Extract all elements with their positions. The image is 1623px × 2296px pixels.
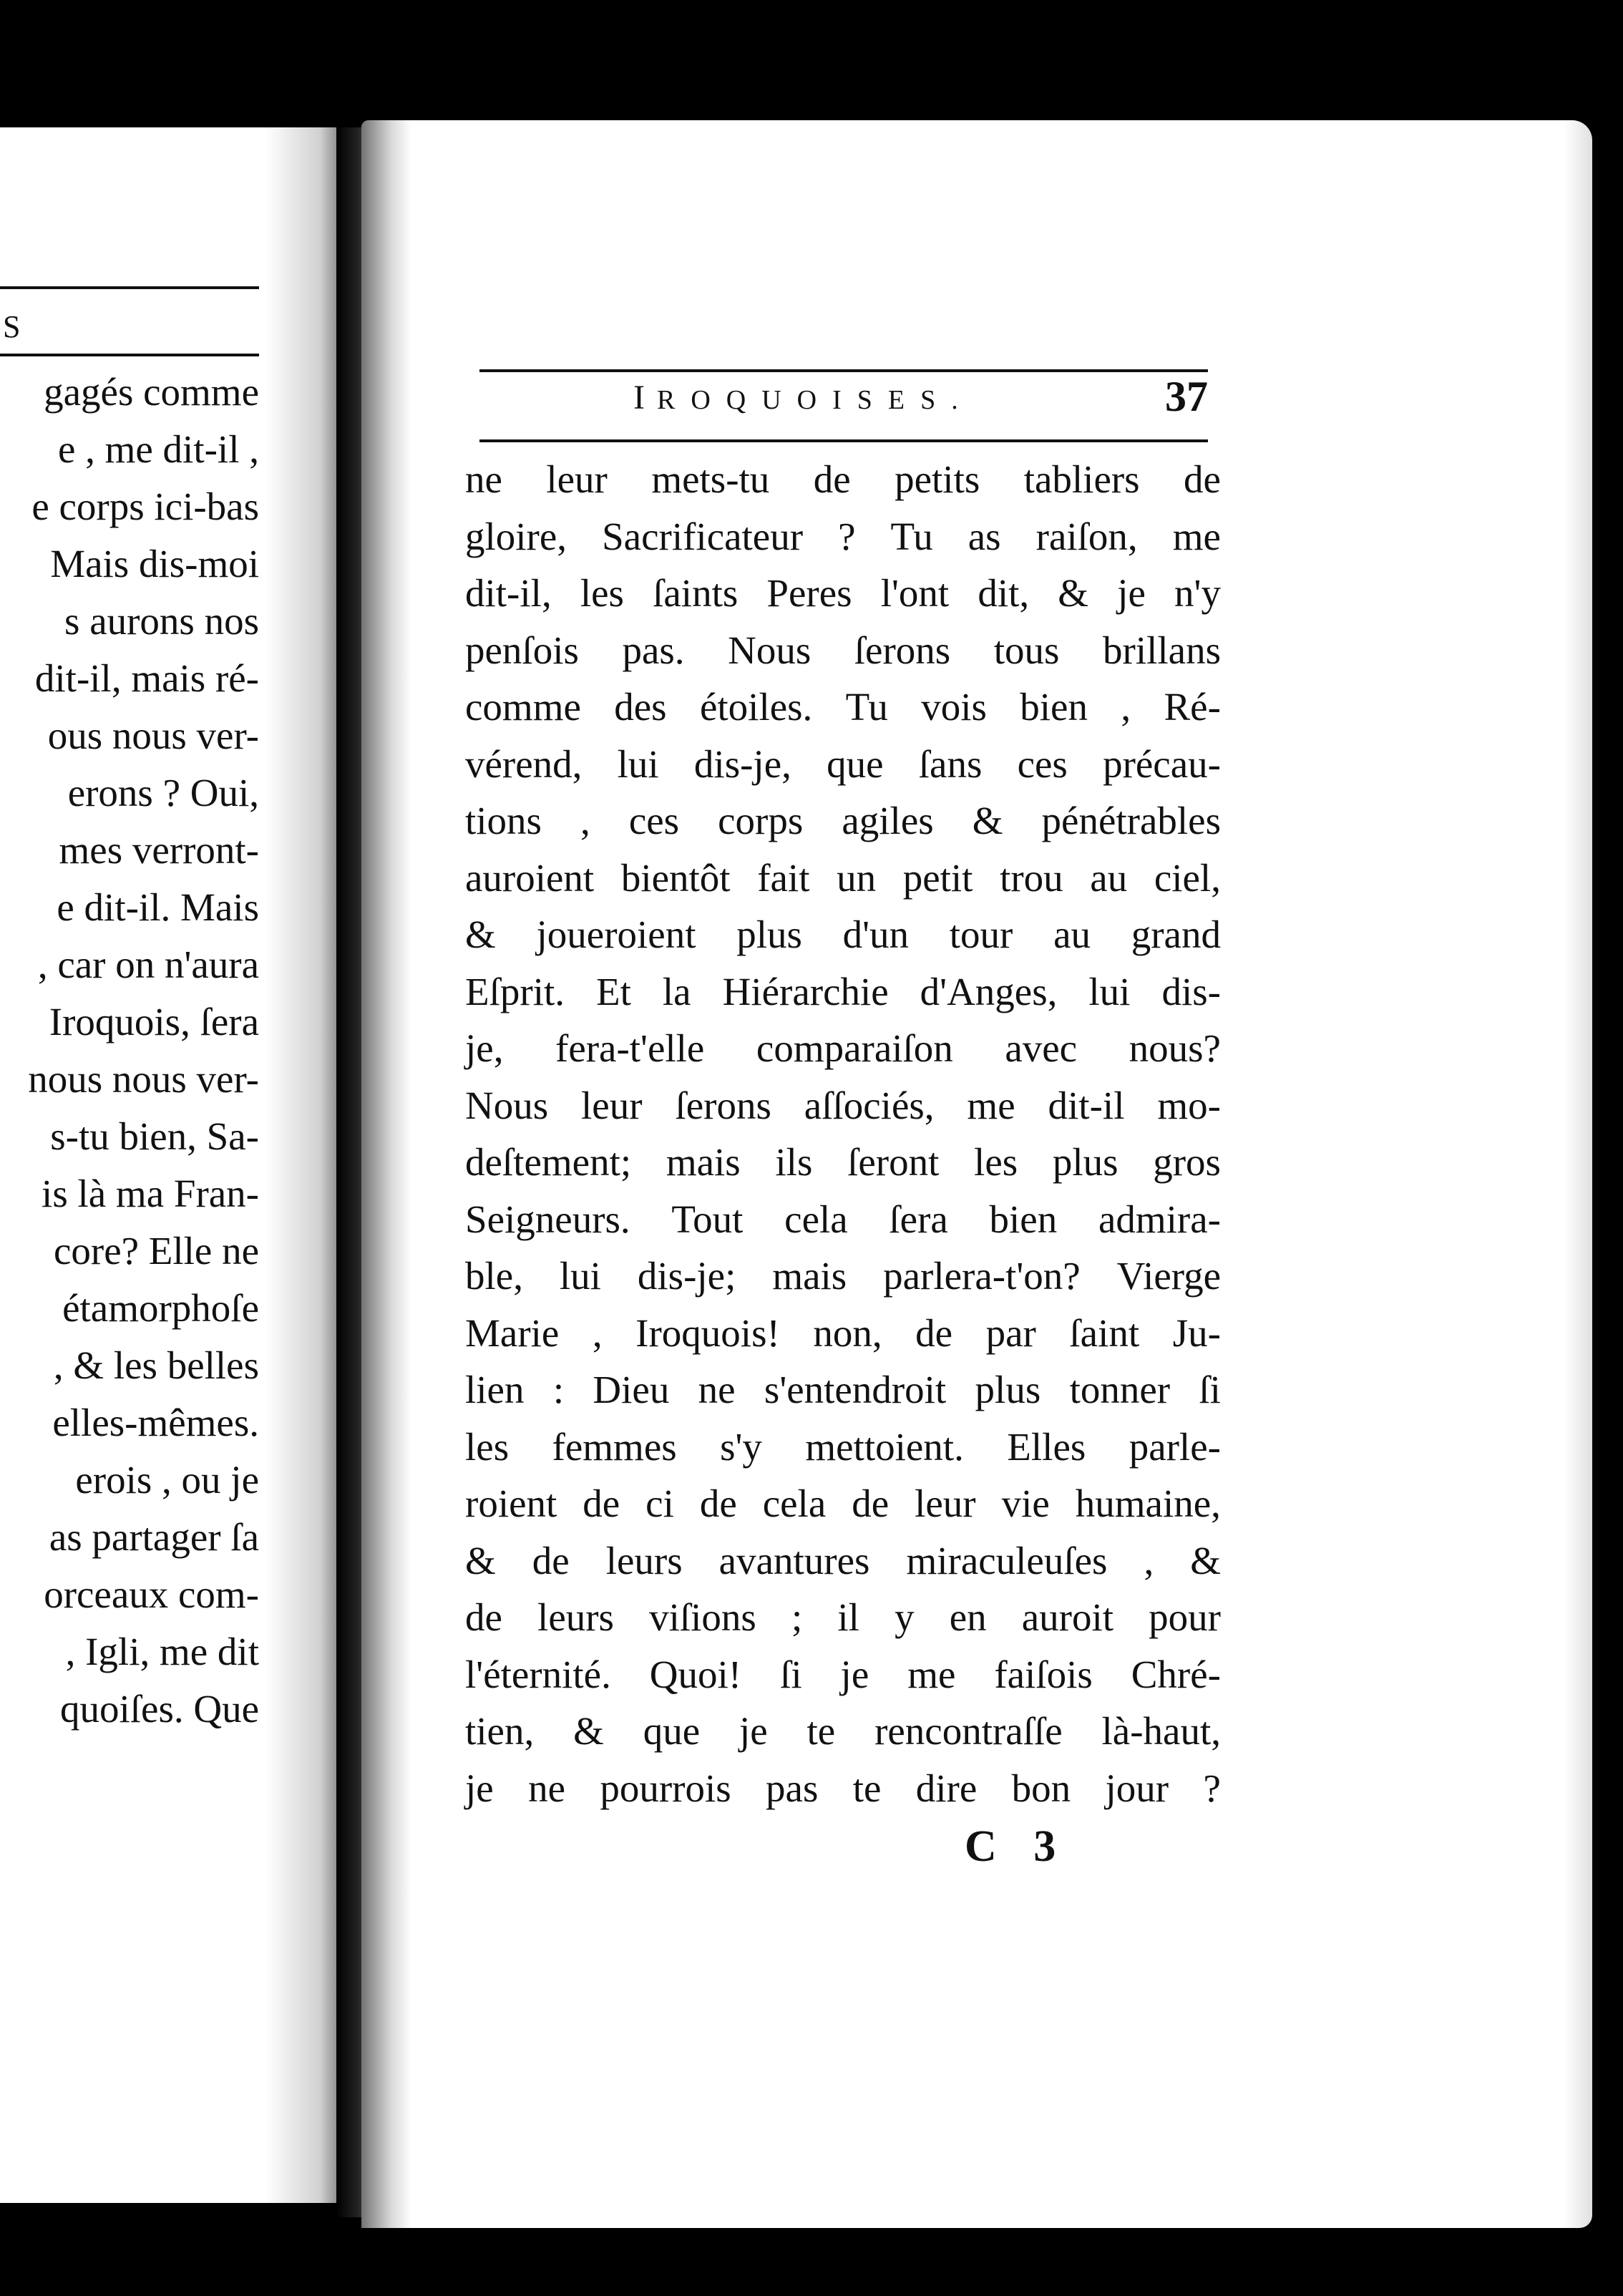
left-text-line: is là ma Fran-: [42, 1172, 259, 1215]
left-text-line: ous nous ver-: [47, 714, 259, 757]
left-text-line: nous nous ver-: [28, 1057, 259, 1101]
text-line: ne leur mets-tu de petits tabliers de: [465, 457, 1221, 501]
text-line: dit-il, les ſaints Peres l'ont dit, & je n'y: [465, 571, 1221, 615]
left-text-line: e dit-il. Mais: [57, 885, 259, 929]
left-text-line: dit-il, mais ré-: [34, 656, 259, 700]
running-title: [633, 378, 974, 417]
header-rule-top: [479, 369, 1208, 372]
left-text-line: gagés comme: [44, 370, 259, 414]
left-text-line: as partager ſa: [49, 1515, 259, 1559]
text-line: les femmes s'y mettoient. Elles parle-: [465, 1424, 1221, 1469]
text-line: ble, lui dis-je; mais parlera-t'on? Vierge: [465, 1254, 1221, 1298]
left-text-line: Iroquois, ſera: [49, 1000, 259, 1044]
text-line: auroient bientôt fait un petit trou au ciel,: [465, 855, 1221, 900]
text-line: lien : Dieu ne s'entendroit plus tonner ſi: [465, 1368, 1221, 1411]
right-page-edge: [1564, 120, 1592, 2228]
left-text-line: elles-mêmes.: [52, 1401, 259, 1444]
text-line: je ne pourrois pas te dire bon jour ?: [465, 1766, 1221, 1810]
left-text-line: core? Elle ne: [53, 1229, 259, 1273]
left-text-line: e corps ici-bas: [31, 485, 259, 528]
left-header-rule-bottom: [0, 354, 259, 356]
running-title-rest: ROQUOISES.: [656, 385, 974, 415]
text-line: Eſprit. Et la Hiérarchie d'Anges, lui dis-: [465, 969, 1221, 1013]
text-line: Seigneurs. Tout cela ſera bien admira-: [465, 1197, 1221, 1241]
left-text-line: orceaux com-: [44, 1572, 259, 1616]
left-text-line: Mais dis-moi: [50, 542, 259, 585]
text-line: deſtement; mais ils ſeront les plus gros: [465, 1140, 1221, 1184]
left-header-rule-top: [0, 286, 259, 289]
text-line: gloire, Sacrificateur ? Tu as raiſon, me: [465, 514, 1221, 558]
body-text: [465, 451, 1221, 1816]
left-text-line: s-tu bien, Sa-: [50, 1114, 259, 1158]
text-line: Marie , Iroquois! non, de par ſaint Ju-: [465, 1310, 1221, 1355]
right-page-gutter-shadow: [361, 120, 411, 2228]
left-text-line: erons ? Oui,: [67, 771, 259, 814]
left-text-block: [0, 364, 259, 1738]
left-running-title: S: [3, 309, 24, 344]
text-line: & joueroient plus d'un tour au grand: [465, 913, 1221, 956]
left-text-line: , car on n'aura: [37, 943, 259, 986]
left-text-line: s aurons nos: [64, 599, 259, 643]
text-line: penſois pas. Nous ſerons tous brillans: [465, 628, 1221, 672]
left-text-line: mes verront-: [59, 828, 259, 872]
text-line: comme des étoiles. Tu vois bien , Ré-: [465, 685, 1221, 729]
left-text-line: quoiſes. Que: [59, 1687, 259, 1731]
text-line: l'éternité. Quoi! ſi je me faiſois Chré-: [465, 1652, 1221, 1696]
header-rule-bottom: [479, 439, 1208, 442]
left-page: [0, 127, 365, 2203]
text-line: de leurs viſions ; il y en auroit pour: [465, 1595, 1221, 1639]
page-number: 37: [1165, 373, 1208, 420]
text-line: Nous leur ſerons aſſociés, me dit-il mo-: [465, 1083, 1221, 1127]
running-title-initial: I: [633, 379, 657, 417]
text-line: tions , ces corps agiles & pénétrables: [465, 799, 1221, 842]
left-text-line: , & les belles: [53, 1343, 259, 1387]
left-text-line: , Igli, me dit: [65, 1630, 259, 1673]
left-text-line: erois , ou je: [75, 1458, 259, 1502]
text-line: tien, & que je te rencontraſſe là-haut,: [465, 1709, 1221, 1753]
signature-mark: C 3: [965, 1822, 1069, 1871]
text-line: je, fera-t'elle comparaiſon avec nous?: [465, 1026, 1221, 1070]
text-line: vérend, lui dis-je, que ſans ces précau-: [465, 741, 1221, 786]
text-line: & de leurs avantures miraculeuſes , &: [465, 1538, 1221, 1582]
left-text-line: e , me dit-il ,: [57, 427, 259, 471]
text-line: roient de ci de cela de leur vie humaine,: [465, 1482, 1221, 1525]
left-text-line: étamorphoſe: [62, 1286, 259, 1330]
